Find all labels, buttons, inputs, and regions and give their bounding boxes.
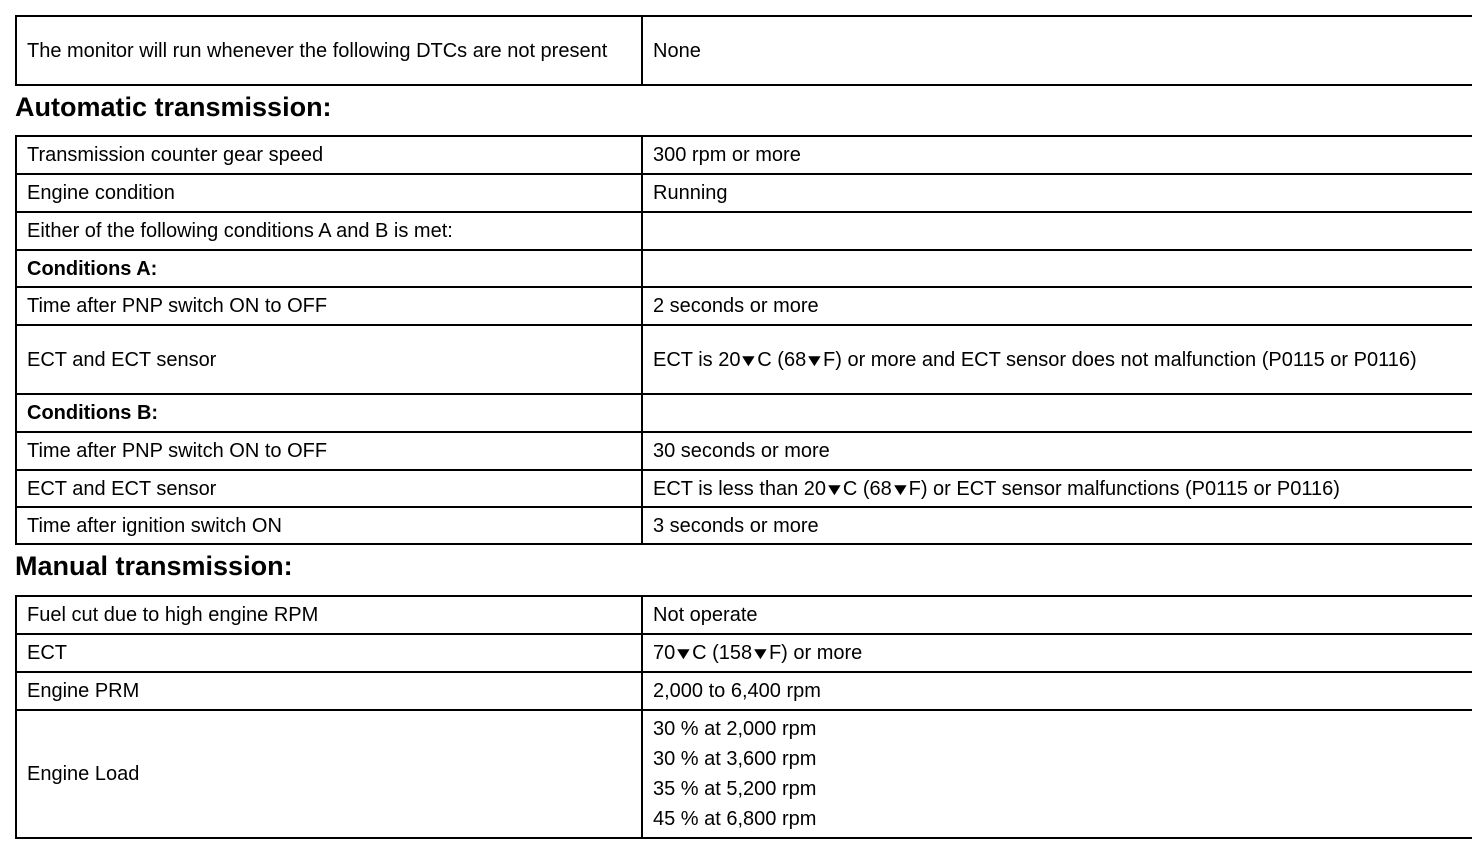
table-row [16, 16, 1472, 85]
table-row [16, 394, 1472, 432]
condition-label: The monitor will run whenever the following DTCs are not present [16, 16, 642, 85]
table-row [16, 596, 1472, 634]
manual-transmission-table [15, 595, 1472, 839]
table-row [16, 634, 1472, 672]
condition-value: 2 seconds or more [642, 287, 1472, 325]
condition-label: Time after ignition switch ON [16, 507, 642, 544]
degree-symbol-icon: ▼ [804, 350, 826, 370]
conditions-b-label: Conditions B: [16, 394, 642, 432]
degree-symbol-icon: ▼ [738, 350, 760, 370]
table-row [16, 250, 1472, 287]
condition-value [642, 250, 1472, 287]
table-row [16, 174, 1472, 212]
condition-label: Fuel cut due to high engine RPM [16, 596, 642, 634]
condition-value: Not operate [642, 596, 1472, 634]
condition-value: 3 seconds or more [642, 507, 1472, 544]
table-row [16, 325, 1472, 394]
condition-label: ECT [16, 634, 642, 672]
condition-value: ECT is 20▼C (68▼F) or more and ECT sensor does not malfunction (P0115 or P0116) [642, 325, 1472, 394]
condition-value: Running [642, 174, 1472, 212]
table-row [16, 212, 1472, 250]
condition-value: 2,000 to 6,400 rpm [642, 672, 1472, 710]
condition-label: ECT and ECT sensor [16, 325, 642, 394]
condition-value [642, 394, 1472, 432]
dtc-table [15, 15, 1472, 86]
condition-label: Engine condition [16, 174, 642, 212]
condition-value: ECT is less than 20▼C (68▼F) or ECT sensor malfunctions (P0115 or P0116) [642, 470, 1472, 507]
condition-label: Either of the following conditions A and B is met: [16, 212, 642, 250]
automatic-transmission-table [15, 135, 1472, 545]
table-row [16, 470, 1472, 507]
table-row [16, 287, 1472, 325]
condition-label: Time after PNP switch ON to OFF [16, 432, 642, 470]
degree-symbol-icon: ▼ [889, 479, 911, 499]
table-row [16, 432, 1472, 470]
condition-label: Engine Load [16, 710, 642, 838]
condition-value [642, 710, 1472, 838]
load-line: 30 % at 2,000 rpm [653, 718, 817, 740]
load-line: 45 % at 6,800 rpm [653, 808, 817, 830]
degree-symbol-icon: ▼ [750, 644, 772, 663]
degree-symbol-icon: ▼ [673, 644, 695, 663]
automatic-transmission-heading: Automatic transmission: [15, 92, 332, 122]
load-line: 30 % at 3,600 rpm [653, 748, 817, 770]
table-row [16, 136, 1472, 174]
table-row [16, 507, 1472, 544]
condition-label: Transmission counter gear speed [16, 136, 642, 174]
condition-value: 70▼C (158▼F) or more [642, 634, 1472, 672]
table-row [16, 710, 1472, 838]
condition-value: None [642, 16, 1472, 85]
table-row [16, 672, 1472, 710]
condition-label: Time after PNP switch ON to OFF [16, 287, 642, 325]
condition-label: ECT and ECT sensor [16, 470, 642, 507]
condition-value: 30 seconds or more [642, 432, 1472, 470]
degree-symbol-icon: ▼ [823, 479, 845, 499]
condition-value: 300 rpm or more [642, 136, 1472, 174]
condition-value [642, 212, 1472, 250]
condition-label: Engine PRM [16, 672, 642, 710]
manual-transmission-heading: Manual transmission: [15, 551, 293, 581]
load-line: 35 % at 5,200 rpm [653, 778, 817, 800]
conditions-a-label: Conditions A: [16, 250, 642, 287]
